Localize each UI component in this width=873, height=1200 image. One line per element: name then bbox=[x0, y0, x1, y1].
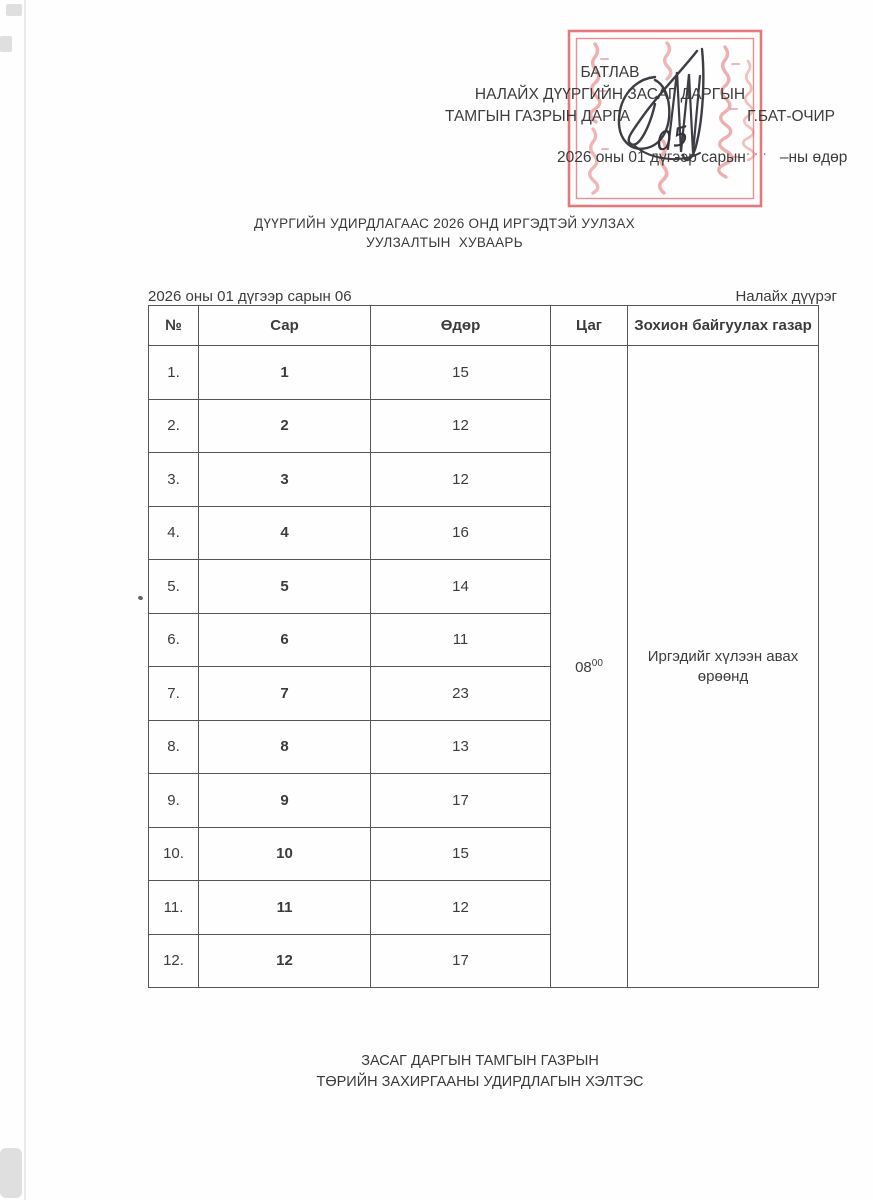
day-cell: 15 bbox=[371, 346, 551, 400]
day-cell: 17 bbox=[371, 774, 551, 828]
row-number-cell: 11. bbox=[149, 881, 199, 935]
row-number-cell: 9. bbox=[149, 774, 199, 828]
scan-artifact-top-2 bbox=[0, 36, 12, 52]
approval-date-line bbox=[557, 140, 848, 169]
day-cell: 13 bbox=[371, 720, 551, 774]
day-cell: 12 bbox=[371, 881, 551, 935]
row-number-cell: 2. bbox=[149, 399, 199, 453]
month-cell: 11 bbox=[199, 881, 371, 935]
time-superscript: 00 bbox=[591, 657, 603, 669]
approval-org-line: НАЛАЙХ ДҮҮРГИЙН ЗАСАГ ДАРГЫН bbox=[474, 86, 746, 103]
day-cell: 15 bbox=[371, 827, 551, 881]
col-header-month: Сар bbox=[199, 306, 371, 346]
month-cell: 2 bbox=[199, 399, 371, 453]
table-meta-line bbox=[148, 288, 837, 305]
scan-fold-line bbox=[24, 0, 26, 1200]
approval-date-blank: ... bbox=[745, 142, 771, 159]
row-number-cell: 6. bbox=[149, 613, 199, 667]
document-title-line2: УУЛЗАЛТЫН ХУВААРЬ bbox=[366, 235, 523, 250]
schedule-table-body bbox=[149, 346, 819, 988]
day-cell: 23 bbox=[371, 667, 551, 721]
row-number-cell: 3. bbox=[149, 453, 199, 507]
month-cell: 7 bbox=[199, 667, 371, 721]
schedule-table-wrap bbox=[148, 305, 819, 988]
scan-artifact-top-1 bbox=[6, 4, 22, 16]
document-footer bbox=[100, 1051, 860, 1093]
ink-speck bbox=[137, 595, 143, 600]
day-cell: 11 bbox=[371, 613, 551, 667]
row-number-cell: 10. bbox=[149, 827, 199, 881]
footer-line2: ТӨРИЙН ЗАХИРГААНЫ УДИРДЛАГЫН ХЭЛТЭС bbox=[316, 1074, 644, 1090]
time-value: 08 bbox=[575, 658, 592, 676]
meta-district: Налайх дүүрэг bbox=[735, 288, 837, 305]
month-cell: 4 bbox=[199, 506, 371, 560]
approval-signer-name: Г.БАТ-ОЧИР bbox=[747, 108, 835, 125]
row-number-cell: 4. bbox=[149, 506, 199, 560]
place-cell: Иргэдийг хүлээн авах өрөөнд bbox=[628, 346, 819, 988]
approval-date-prefix: 2026 оны 01 дүгээр сарын bbox=[557, 149, 746, 166]
month-cell: 8 bbox=[199, 720, 371, 774]
col-header-place: Зохион байгуулах газар bbox=[628, 306, 819, 346]
approval-block bbox=[445, 62, 848, 169]
month-cell: 6 bbox=[199, 613, 371, 667]
col-header-no: № bbox=[149, 306, 199, 346]
scan-artifact-bottom bbox=[0, 1148, 22, 1198]
col-header-day: Өдөр bbox=[371, 306, 551, 346]
meta-date: 2026 оны 01 дүгээр сарын 06 bbox=[148, 288, 352, 305]
approval-position: ТАМГЫН ГАЗРЫН ДАРГА bbox=[445, 108, 631, 125]
row-number-cell: 12. bbox=[149, 934, 199, 988]
day-cell: 12 bbox=[371, 399, 551, 453]
approved-label: БАТЛАВ bbox=[580, 64, 640, 81]
day-cell: 16 bbox=[371, 506, 551, 560]
day-cell: 17 bbox=[371, 934, 551, 988]
row-number-cell: 1. bbox=[149, 346, 199, 400]
approval-date-suffix: –ны өдөр bbox=[779, 149, 848, 166]
schedule-table bbox=[148, 305, 819, 988]
month-cell: 10 bbox=[199, 827, 371, 881]
month-cell: 1 bbox=[199, 346, 371, 400]
col-header-time: Цаг bbox=[551, 306, 628, 346]
day-cell: 12 bbox=[371, 453, 551, 507]
day-cell: 14 bbox=[371, 560, 551, 614]
time-cell bbox=[551, 346, 628, 988]
row-number-cell: 8. bbox=[149, 720, 199, 774]
row-number-cell: 5. bbox=[149, 560, 199, 614]
header-row bbox=[149, 306, 819, 346]
table-row bbox=[149, 346, 819, 400]
document-title bbox=[8, 214, 873, 252]
month-cell: 12 bbox=[199, 934, 371, 988]
approval-position-line bbox=[445, 106, 835, 128]
document-title-line1: ДҮҮРГИЙН УДИРДЛАГААС 2026 ОНД ИРГЭДТЭЙ УУЛЗАХ bbox=[254, 216, 635, 231]
month-cell: 3 bbox=[199, 453, 371, 507]
footer-line1: ЗАСАГ ДАРГЫН ТАМГЫН ГАЗРЫН bbox=[361, 1053, 599, 1069]
handwritten-day: 05 bbox=[655, 119, 691, 158]
month-cell: 5 bbox=[199, 560, 371, 614]
month-cell: 9 bbox=[199, 774, 371, 828]
row-number-cell: 7. bbox=[149, 667, 199, 721]
